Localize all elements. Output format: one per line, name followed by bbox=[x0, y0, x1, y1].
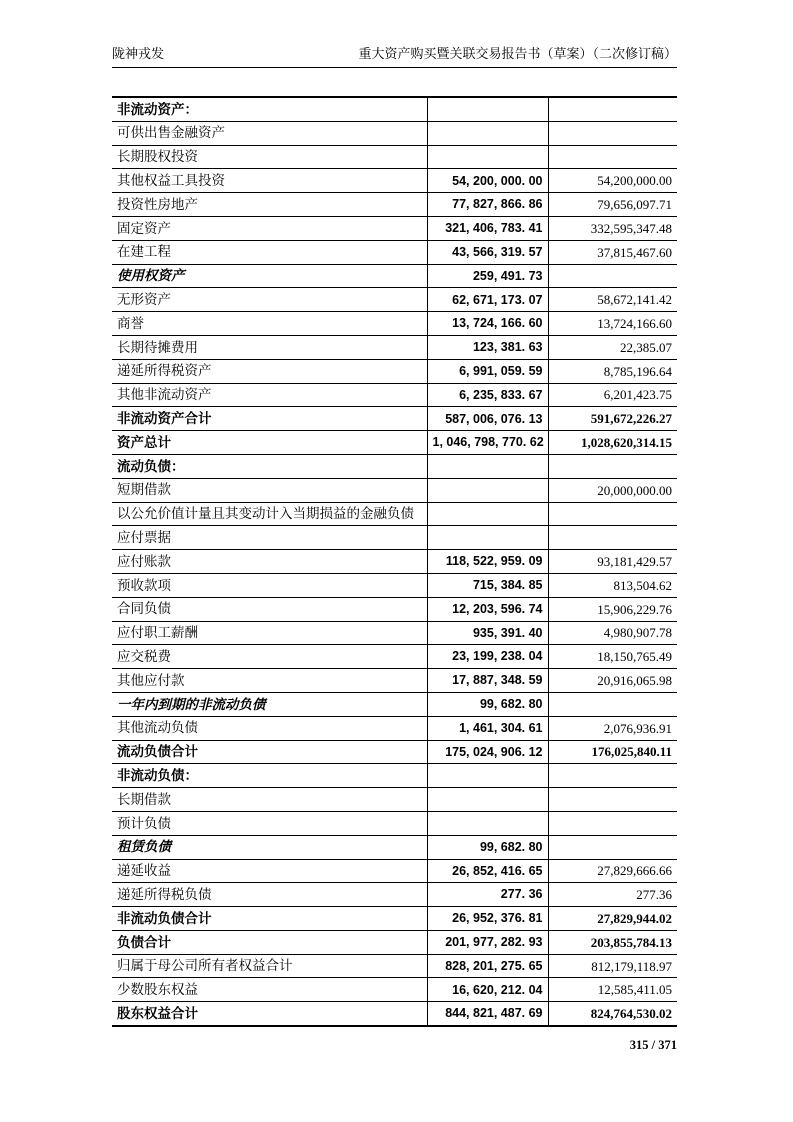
table-row bbox=[112, 716, 677, 740]
cell-label: 非流动负债： bbox=[112, 764, 427, 788]
header-report-title: 重大资产购买暨关联交易报告书（草案）（二次修订稿） bbox=[358, 46, 677, 61]
table-row bbox=[112, 811, 677, 835]
cell-prior: 332,595,347.48 bbox=[548, 216, 677, 240]
cell-current bbox=[427, 97, 548, 121]
cell-label: 其他权益工具投资 bbox=[112, 169, 427, 193]
table-row bbox=[112, 169, 677, 193]
cell-label: 预收款项 bbox=[112, 573, 427, 597]
cell-prior bbox=[548, 264, 677, 288]
page-header bbox=[112, 46, 677, 68]
cell-label: 以公允价值计量且其变动计入当期损益的金融负债 bbox=[112, 502, 427, 526]
cell-label: 非流动负债合计 bbox=[112, 907, 427, 931]
cell-current: 26, 952, 376. 81 bbox=[427, 907, 548, 931]
cell-current bbox=[427, 121, 548, 145]
cell-prior bbox=[548, 835, 677, 859]
table-row bbox=[112, 883, 677, 907]
cell-prior: 79,656,097.71 bbox=[548, 193, 677, 217]
cell-prior: 12,585,411.05 bbox=[548, 978, 677, 1002]
cell-prior bbox=[548, 764, 677, 788]
cell-label: 负债合计 bbox=[112, 930, 427, 954]
table-row bbox=[112, 359, 677, 383]
table-row bbox=[112, 764, 677, 788]
cell-current: 54, 200, 000. 00 bbox=[427, 169, 548, 193]
cell-current bbox=[427, 454, 548, 478]
cell-label: 递延所得税资产 bbox=[112, 359, 427, 383]
header-company-name: 陇神戎发 bbox=[112, 46, 165, 61]
cell-label: 在建工程 bbox=[112, 240, 427, 264]
cell-current: 26, 852, 416. 65 bbox=[427, 859, 548, 883]
cell-current bbox=[427, 811, 548, 835]
cell-prior: 22,385.07 bbox=[548, 335, 677, 359]
table-row bbox=[112, 835, 677, 859]
cell-current: 175, 024, 906. 12 bbox=[427, 740, 548, 764]
cell-prior: 27,829,944.02 bbox=[548, 907, 677, 931]
cell-label: 非流动资产： bbox=[112, 97, 427, 121]
table-row bbox=[112, 645, 677, 669]
cell-prior: 6,201,423.75 bbox=[548, 383, 677, 407]
cell-prior: 93,181,429.57 bbox=[548, 550, 677, 574]
cell-current: 201, 977, 282. 93 bbox=[427, 930, 548, 954]
cell-current: 715, 384. 85 bbox=[427, 573, 548, 597]
table-row bbox=[112, 1002, 677, 1026]
cell-current: 16, 620, 212. 04 bbox=[427, 978, 548, 1002]
cell-current: 123, 381. 63 bbox=[427, 335, 548, 359]
cell-prior bbox=[548, 811, 677, 835]
table-row bbox=[112, 978, 677, 1002]
cell-current: 43, 566, 319. 57 bbox=[427, 240, 548, 264]
cell-current: 99, 682. 80 bbox=[427, 835, 548, 859]
table-row bbox=[112, 121, 677, 145]
cell-prior: 18,150,765.49 bbox=[548, 645, 677, 669]
cell-current: 12, 203, 596. 74 bbox=[427, 597, 548, 621]
cell-prior: 203,855,784.13 bbox=[548, 930, 677, 954]
cell-label: 递延所得税负债 bbox=[112, 883, 427, 907]
cell-current: 6, 991, 059. 59 bbox=[427, 359, 548, 383]
cell-prior: 591,672,226.27 bbox=[548, 407, 677, 431]
cell-label: 合同负债 bbox=[112, 597, 427, 621]
cell-label: 非流动资产合计 bbox=[112, 407, 427, 431]
cell-prior bbox=[548, 454, 677, 478]
table-row bbox=[112, 335, 677, 359]
cell-label: 流动负债合计 bbox=[112, 740, 427, 764]
cell-prior bbox=[548, 121, 677, 145]
cell-prior bbox=[548, 145, 677, 169]
cell-label: 长期待摊费用 bbox=[112, 335, 427, 359]
cell-current bbox=[427, 788, 548, 812]
cell-prior: 58,672,141.42 bbox=[548, 288, 677, 312]
cell-label: 长期借款 bbox=[112, 788, 427, 812]
cell-current: 17, 887, 348. 59 bbox=[427, 669, 548, 693]
cell-current: 99, 682. 80 bbox=[427, 692, 548, 716]
table-row bbox=[112, 740, 677, 764]
cell-prior bbox=[548, 788, 677, 812]
table-row bbox=[112, 478, 677, 502]
cell-label: 可供出售金融资产 bbox=[112, 121, 427, 145]
table-row bbox=[112, 383, 677, 407]
cell-prior: 1,028,620,314.15 bbox=[548, 431, 677, 455]
cell-prior: 4,980,907.78 bbox=[548, 621, 677, 645]
cell-label: 短期借款 bbox=[112, 478, 427, 502]
cell-current: 23, 199, 238. 04 bbox=[427, 645, 548, 669]
cell-prior: 176,025,840.11 bbox=[548, 740, 677, 764]
table-row bbox=[112, 193, 677, 217]
table-row bbox=[112, 216, 677, 240]
cell-current: 935, 391. 40 bbox=[427, 621, 548, 645]
table-row bbox=[112, 407, 677, 431]
cell-current: 1, 046, 798, 770. 62 bbox=[427, 431, 548, 455]
cell-prior: 13,724,166.60 bbox=[548, 312, 677, 336]
cell-current: 1, 461, 304. 61 bbox=[427, 716, 548, 740]
cell-prior: 15,906,229.76 bbox=[548, 597, 677, 621]
cell-prior: 27,829,666.66 bbox=[548, 859, 677, 883]
table-row bbox=[112, 859, 677, 883]
cell-label: 商誉 bbox=[112, 312, 427, 336]
table-row bbox=[112, 788, 677, 812]
cell-label: 归属于母公司所有者权益合计 bbox=[112, 954, 427, 978]
cell-prior bbox=[548, 692, 677, 716]
cell-prior: 37,815,467.60 bbox=[548, 240, 677, 264]
table-row bbox=[112, 907, 677, 931]
balance-table-body bbox=[112, 97, 677, 1026]
cell-prior bbox=[548, 97, 677, 121]
cell-label: 递延收益 bbox=[112, 859, 427, 883]
cell-label: 固定资产 bbox=[112, 216, 427, 240]
table-row bbox=[112, 573, 677, 597]
table-row bbox=[112, 145, 677, 169]
cell-prior: 8,785,196.64 bbox=[548, 359, 677, 383]
table-row bbox=[112, 597, 677, 621]
cell-current: 844, 821, 487. 69 bbox=[427, 1002, 548, 1026]
table-row bbox=[112, 288, 677, 312]
cell-current: 77, 827, 866. 86 bbox=[427, 193, 548, 217]
cell-label: 一年内到期的非流动负债 bbox=[112, 692, 427, 716]
cell-label: 应付账款 bbox=[112, 550, 427, 574]
cell-label: 其他应付款 bbox=[112, 669, 427, 693]
table-row bbox=[112, 431, 677, 455]
table-row bbox=[112, 454, 677, 478]
table-row bbox=[112, 526, 677, 550]
table-row bbox=[112, 669, 677, 693]
table-row bbox=[112, 240, 677, 264]
cell-label: 应交税费 bbox=[112, 645, 427, 669]
cell-current bbox=[427, 764, 548, 788]
cell-prior: 20,000,000.00 bbox=[548, 478, 677, 502]
cell-prior bbox=[548, 502, 677, 526]
page-number: 315 / 371 bbox=[629, 1038, 677, 1052]
cell-label: 应付票据 bbox=[112, 526, 427, 550]
cell-current bbox=[427, 526, 548, 550]
cell-prior: 813,504.62 bbox=[548, 573, 677, 597]
cell-label: 预计负债 bbox=[112, 811, 427, 835]
table-row bbox=[112, 312, 677, 336]
cell-current bbox=[427, 145, 548, 169]
table-row bbox=[112, 692, 677, 716]
cell-label: 应付职工薪酬 bbox=[112, 621, 427, 645]
table-row bbox=[112, 954, 677, 978]
cell-current: 277. 36 bbox=[427, 883, 548, 907]
cell-current: 321, 406, 783. 41 bbox=[427, 216, 548, 240]
cell-current: 13, 724, 166. 60 bbox=[427, 312, 548, 336]
cell-label: 流动负债： bbox=[112, 454, 427, 478]
cell-current: 587, 006, 076. 13 bbox=[427, 407, 548, 431]
cell-current: 6, 235, 833. 67 bbox=[427, 383, 548, 407]
cell-current: 259, 491. 73 bbox=[427, 264, 548, 288]
cell-current: 118, 522, 959. 09 bbox=[427, 550, 548, 574]
cell-label: 其他流动负债 bbox=[112, 716, 427, 740]
cell-label: 少数股东权益 bbox=[112, 978, 427, 1002]
cell-prior: 812,179,118.97 bbox=[548, 954, 677, 978]
cell-prior bbox=[548, 526, 677, 550]
table-row bbox=[112, 97, 677, 121]
cell-current: 62, 671, 173. 07 bbox=[427, 288, 548, 312]
cell-current bbox=[427, 478, 548, 502]
cell-current: 828, 201, 275. 65 bbox=[427, 954, 548, 978]
table-row bbox=[112, 621, 677, 645]
cell-label: 使用权资产 bbox=[112, 264, 427, 288]
cell-current bbox=[427, 502, 548, 526]
cell-prior: 277.36 bbox=[548, 883, 677, 907]
table-row bbox=[112, 930, 677, 954]
cell-label: 租赁负债 bbox=[112, 835, 427, 859]
cell-label: 资产总计 bbox=[112, 431, 427, 455]
cell-label: 股东权益合计 bbox=[112, 1002, 427, 1026]
cell-prior: 20,916,065.98 bbox=[548, 669, 677, 693]
cell-label: 长期股权投资 bbox=[112, 145, 427, 169]
cell-label: 其他非流动资产 bbox=[112, 383, 427, 407]
cell-prior: 54,200,000.00 bbox=[548, 169, 677, 193]
cell-label: 投资性房地产 bbox=[112, 193, 427, 217]
cell-label: 无形资产 bbox=[112, 288, 427, 312]
table-row bbox=[112, 264, 677, 288]
table-row bbox=[112, 550, 677, 574]
table-row bbox=[112, 502, 677, 526]
cell-prior: 824,764,530.02 bbox=[548, 1002, 677, 1026]
balance-sheet-table bbox=[112, 96, 677, 1027]
cell-prior: 2,076,936.91 bbox=[548, 716, 677, 740]
